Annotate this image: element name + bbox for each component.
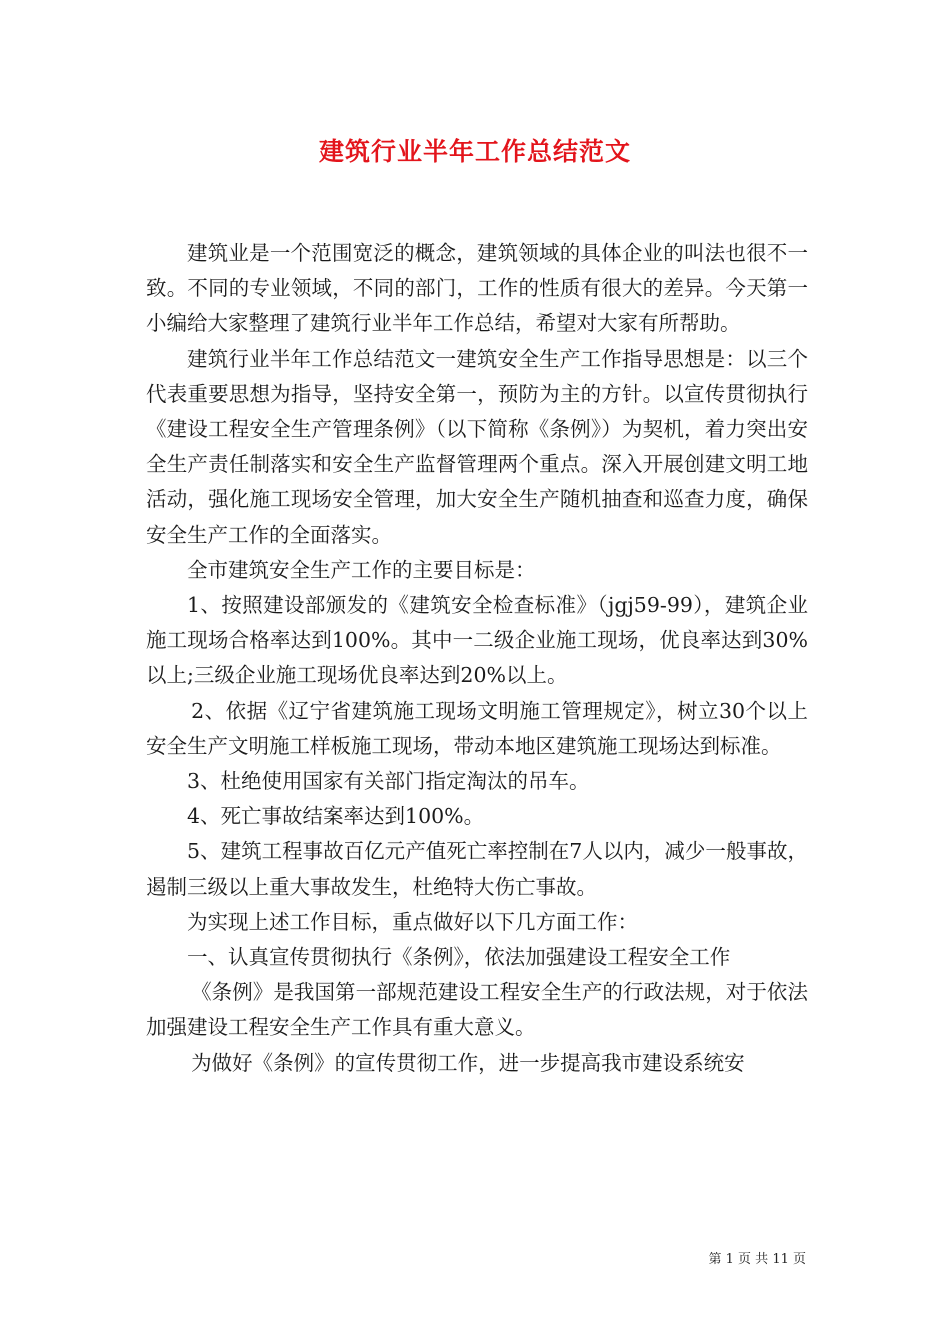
paragraph: 为实现上述工作目标，重点做好以下几方面工作： — [187, 909, 638, 934]
paragraph: 3、杜绝使用国家有关部门指定淘汰的吊车。 — [187, 769, 590, 794]
paragraph: 5、建筑工程事故百亿元产值死亡率控制在7人以内，减少一般事故，遏制三级以上重大事故发生，杜绝特大伤亡事故。 — [146, 839, 808, 899]
document-body — [146, 236, 808, 1081]
paragraph: 《条例》是我国第一部规范建设工程安全生产的行政法规，对于依法加强建设工程安全生产工作具有重大意义。 — [146, 980, 808, 1040]
paragraph: 全市建筑安全生产工作的主要目标是： — [187, 557, 536, 582]
section-heading: 一、认真宣传贯彻执行《条例》，依法加强建设工程安全工作 — [187, 945, 731, 970]
paragraph: 2、依据《辽宁省建筑施工现场文明施工管理规定》，树立30个以上安全生产文明施工样板施工现场，带动本地区建筑施工现场达到标准。 — [146, 698, 808, 758]
paragraph: 为做好《条例》的宣传贯彻工作，进一步提高我市建设系统安 — [191, 1050, 745, 1075]
paragraph: 1、按照建设部颁发的《建筑安全检查标准》（jgj59-99），建筑企业施工现场合格率达到100%。其中一二级企业施工现场，优良率达到30%以上;三级企业施工现场优良率达到20%以上。 — [146, 593, 808, 688]
paragraph: 建筑行业半年工作总结范文一建筑安全生产工作指导思想是：以三个代表重要思想为指导，坚持安全第一，预防为主的方针。以宣传贯彻执行《建设工程安全生产管理条例》（以下简称《条例》）为契机，着力突出安全生产责任制落实和安全生产监督管理两个重点。深入开展创建文明工地活动，强化施工现场安全管理，加大安全生产随机抽查和巡查力度，确保安全生产工作的全面落实。 — [146, 346, 808, 547]
paragraph: 4、死亡事故结案率达到100%。 — [187, 804, 485, 829]
paragraph: 建筑业是一个范围宽泛的概念，建筑领域的具体企业的叫法也很不一致。不同的专业领域，不同的部门，工作的性质有很大的差异。今天第一小编给大家整理了建筑行业半年工作总结，希望对大家有所帮助。 — [146, 241, 808, 336]
page-title: 建筑行业半年工作总结范文 — [318, 137, 631, 166]
page-number: 第 1 页 共 11 页 — [708, 1252, 806, 1267]
